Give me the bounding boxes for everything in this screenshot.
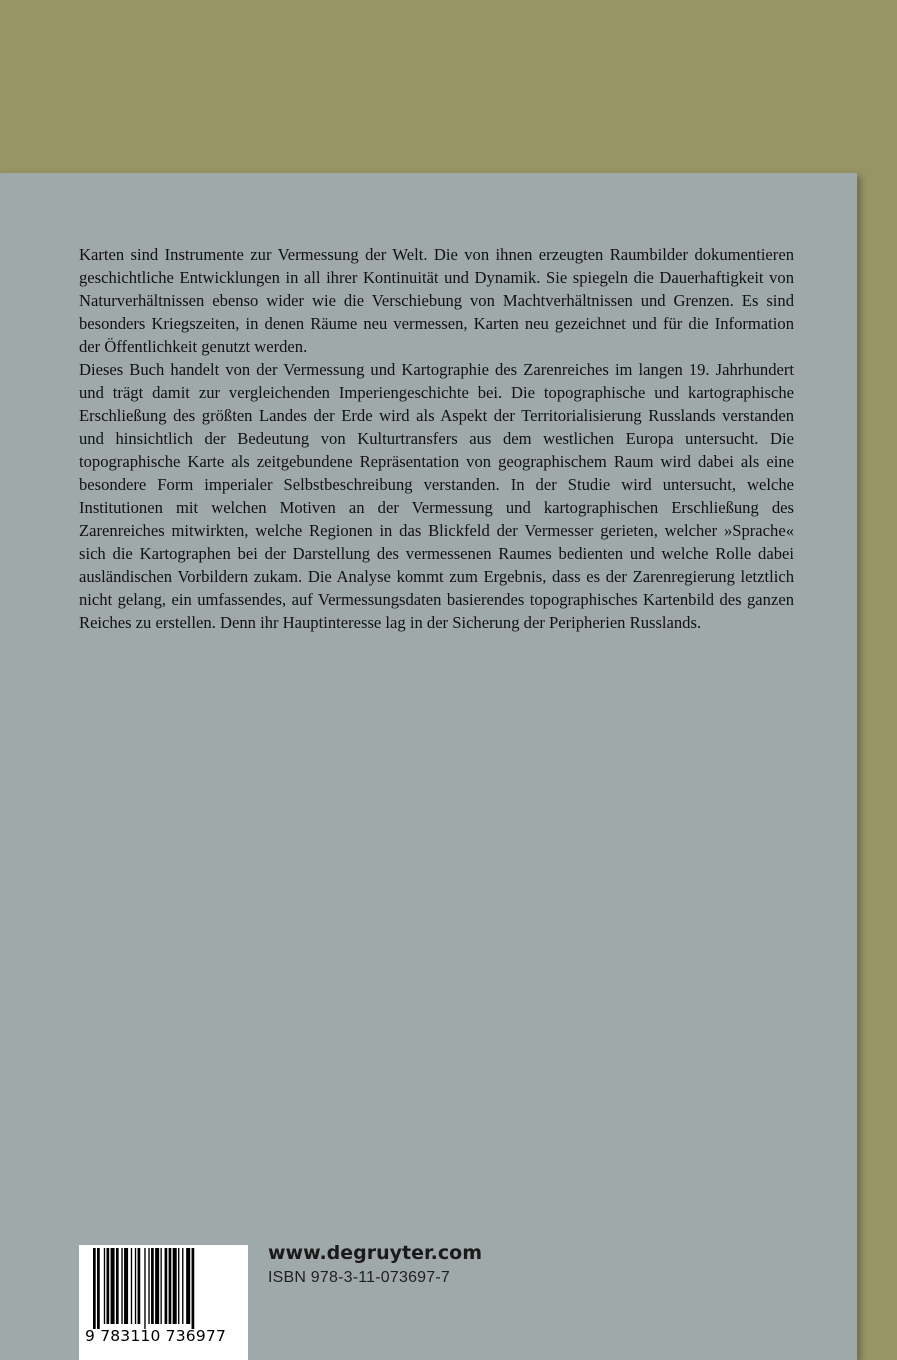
isbn: ISBN 978-3-11-073697-7 bbox=[268, 1269, 450, 1286]
publisher-url[interactable]: www.degruyter.com bbox=[268, 1242, 482, 1264]
barcode-digits: 9 783110 736977 bbox=[85, 1327, 227, 1345]
blurb-text bbox=[79, 243, 794, 634]
blurb-paragraph: Dieses Buch handelt von der Vermessung und Kartographie des Zarenreiches im langen 19. Jahrhundert und trägt damit zur vergleichenden Imperiengeschichte bei. Die topographische und kartographische Erschließung des größten Landes der Erde wird als Aspekt der Territorialisierung Russlands verstanden und hinsichtlich der Bedeutung von Kulturtransfers aus dem westlichen Europa untersucht. Die topographische Karte als zeitgebundene Repräsentation von geographischem Raum wird dabei als eine besondere Form imperialer Selbstbeschreibung verstanden. In der Studie wird untersucht, welche Institutionen mit welchen Motiven an der Vermessung und kartographischen Erschließung des Zarenreiches mitwirkten, welche Regionen in das Blickfeld der Vermesser gerieten, welcher »Sprache« sich die Kartographen bei der Darstellung des vermessenen Raumes bedienten und welche Rolle dabei ausländischen Vorbildern zukam. Die Analyse kommt zum Ergebnis, dass es der Zarenregierung letztlich nicht gelang, ein umfassendes, auf Vermessungsdaten basierendes topographisches Kartenbild des ganzen Reiches zu erstellen. Denn ihr Hauptinteresse lag in der Sicherung der Peripherien Russlands. bbox=[79, 360, 794, 632]
blurb-paragraph: Karten sind Instrumente zur Vermessung der Welt. Die von ihnen erzeugten Raumbilder dokumentieren geschichtliche Entwicklungen in all ihrer Kontinuität und Dynamik. Sie spiegeln die Dauerhaftigkeit von Naturverhältnissen ebenso wider wie die Verschiebung von Machtverhältnissen und Grenzen. Es sind besonders Kriegszeiten, in denen Räume neu vermessen, Karten neu gezeichnet und für die Information der Öffentlichkeit genutzt werden. bbox=[79, 245, 794, 356]
barcode-bars-icon bbox=[79, 1245, 248, 1329]
barcode bbox=[79, 1245, 248, 1360]
